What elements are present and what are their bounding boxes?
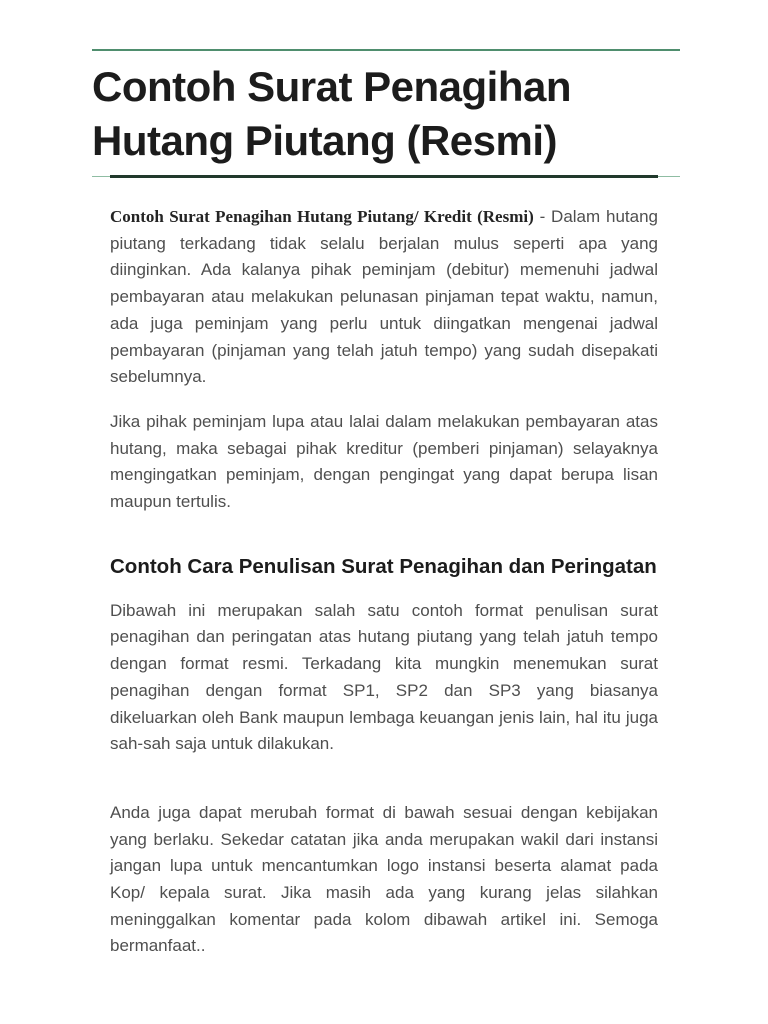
top-divider <box>92 49 680 51</box>
paragraph-reminder: Jika pihak peminjam lupa atau lalai dalam melakukan pembayaran atas hutang, maka sebagai pihak kreditur (pemberi pinjaman) selayaknya mengingatkan peminjam, dengan pengingat yang dapat berupa lisan maupun tertulis. <box>110 411 658 512</box>
intro-paragraph-lead: Contoh Surat Penagihan Hutang Piutang/ Kredit (Resmi) <box>110 207 534 226</box>
paragraph-closing-note: Anda juga dapat merubah format di bawah sesuai dengan kebijakan yang berlaku. Sekedar catatan jika anda merupakan wakil dari instansi jangan lupa untuk mencantumkan logo instansi beserta alamat pada Kop/ kepala surat. Jika masih ada yang kurang jelas silahkan meninggalkan komentar pada kolom dibawah artikel ini. Semoga bermanfaat.. <box>110 802 658 956</box>
article-body <box>92 178 680 960</box>
paragraph-format-example: Dibawah ini merupakan salah satu contoh format penulisan surat penagihan dan peringatan atas hutang piutang yang telah jatuh tempo dengan format resmi. Terkadang kita mungkin menemukan surat penagihan dengan format SP1, SP2 dan SP3 yang biasanya dikeluarkan oleh Bank maupun lembaga keuangan jenis lain, hal itu juga sah-sah saja untuk dilakukan. <box>110 600 658 754</box>
intro-paragraph <box>110 204 658 391</box>
title-divider <box>92 175 680 178</box>
document-page <box>92 0 680 978</box>
title-divider-dark-line <box>110 175 658 178</box>
page-title: Contoh Surat Penagihan Hutang Piutang (Resmi) <box>92 63 572 164</box>
intro-paragraph-text: - Dalam hutang piutang terkadang tidak selalu berjalan mulus seperti apa yang diinginkan. Ada kalanya pihak peminjam (debitur) memenuhi jadwal pembayaran atau melakukan pelunasan pinjaman tepat waktu, namun, ada juga peminjam yang perlu untuk diingatkan mengenai jadwal pembayaran (pinjaman yang telah jatuh tempo) yang sudah disepakati sebelumnya. <box>110 207 658 387</box>
section-heading: Contoh Cara Penulisan Surat Penagihan dan Peringatan <box>110 554 657 578</box>
